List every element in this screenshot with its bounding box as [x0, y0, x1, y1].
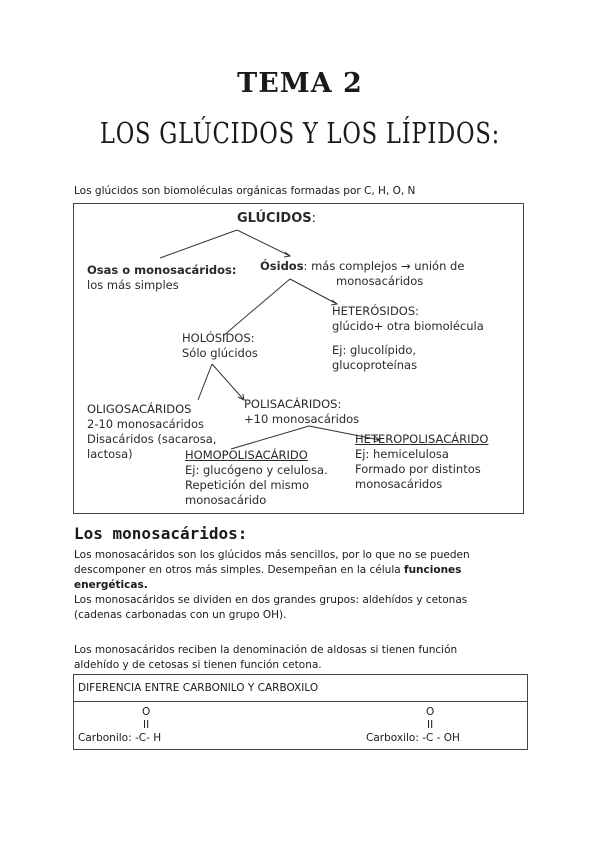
- carbonilo-carboxilo-table: [73, 674, 528, 750]
- line-holosidos-poli: [212, 364, 244, 400]
- node-heterosidos: HETERÓSIDOS: glúcido+ otra biomolécula Ej: glucolípido, glucoproteínas: [332, 304, 484, 372]
- line-poli-homo: [231, 426, 309, 449]
- node-osas: Osas o monosacáridos: los más simples: [87, 263, 237, 292]
- carboxilo-double-bond: II: [427, 719, 434, 731]
- intro-text: Los glúcidos son biomoléculas orgánicas formadas por C, H, O, N: [74, 185, 416, 197]
- paragraph-2: Los monosacáridos reciben la denominación de aldosas si tienen función aldehído y de cetosas si tienen función cetona.: [74, 644, 458, 671]
- node-heteropolisacarido: HETEROPOLISACÁRIDO Ej: hemicelulosa Formado por distintos monosacáridos: [355, 432, 489, 491]
- section-title: Los monosacáridos:: [74, 524, 248, 543]
- node-holosidos: HOLÓSIDOS: Sólo glúcidos: [182, 331, 258, 360]
- diagram-root-node: GLÚCIDOS:: [237, 211, 317, 226]
- node-oligosacaridos: OLIGOSACÁRIDOS 2-10 monosacáridos Disacáridos (sacarosa, lactosa): [87, 402, 217, 461]
- carbonilo-label: Carbonilo: -C- H: [78, 732, 162, 744]
- carboxilo-label: Carboxilo: -C - OH: [366, 732, 460, 744]
- line-holosidos-oligo: [198, 364, 212, 400]
- line-root-osas: [160, 230, 237, 258]
- carbonilo-double-bond: II: [143, 719, 150, 731]
- glucidos-diagram: [73, 203, 524, 514]
- page-subtitle: LOS GLÚCIDOS Y LOS LÍPIDOS:: [99, 116, 501, 150]
- carboxilo-oxygen: O: [426, 706, 435, 718]
- carbonilo-oxygen: O: [142, 706, 151, 718]
- paragraph-1: Los monosacáridos son los glúcidos más sencillos, por lo que no se pueden descomponer en otros más simples. Desempeñan en la célula funciones energéticas. Los monosacáridos se dividen en dos grandes grupos: aldehídos y cetonas (cadenas carbonadas con un grupo OH).: [74, 549, 470, 621]
- page-title: TEMA 2: [237, 68, 363, 99]
- node-osidos: Ósidos: más complejos → unión de monosacáridos: [260, 259, 465, 288]
- table-header: DIFERENCIA ENTRE CARBONILO Y CARBOXILO: [74, 675, 527, 702]
- node-homopolisacarido: HOMOPOLISACÁRIDO Ej: glucógeno y celulosa. Repetición del mismo monosacárido: [185, 448, 328, 507]
- node-polisacaridos: POLISACÁRIDOS: +10 monosacáridos: [244, 397, 360, 426]
- line-root-osidos: [237, 230, 290, 256]
